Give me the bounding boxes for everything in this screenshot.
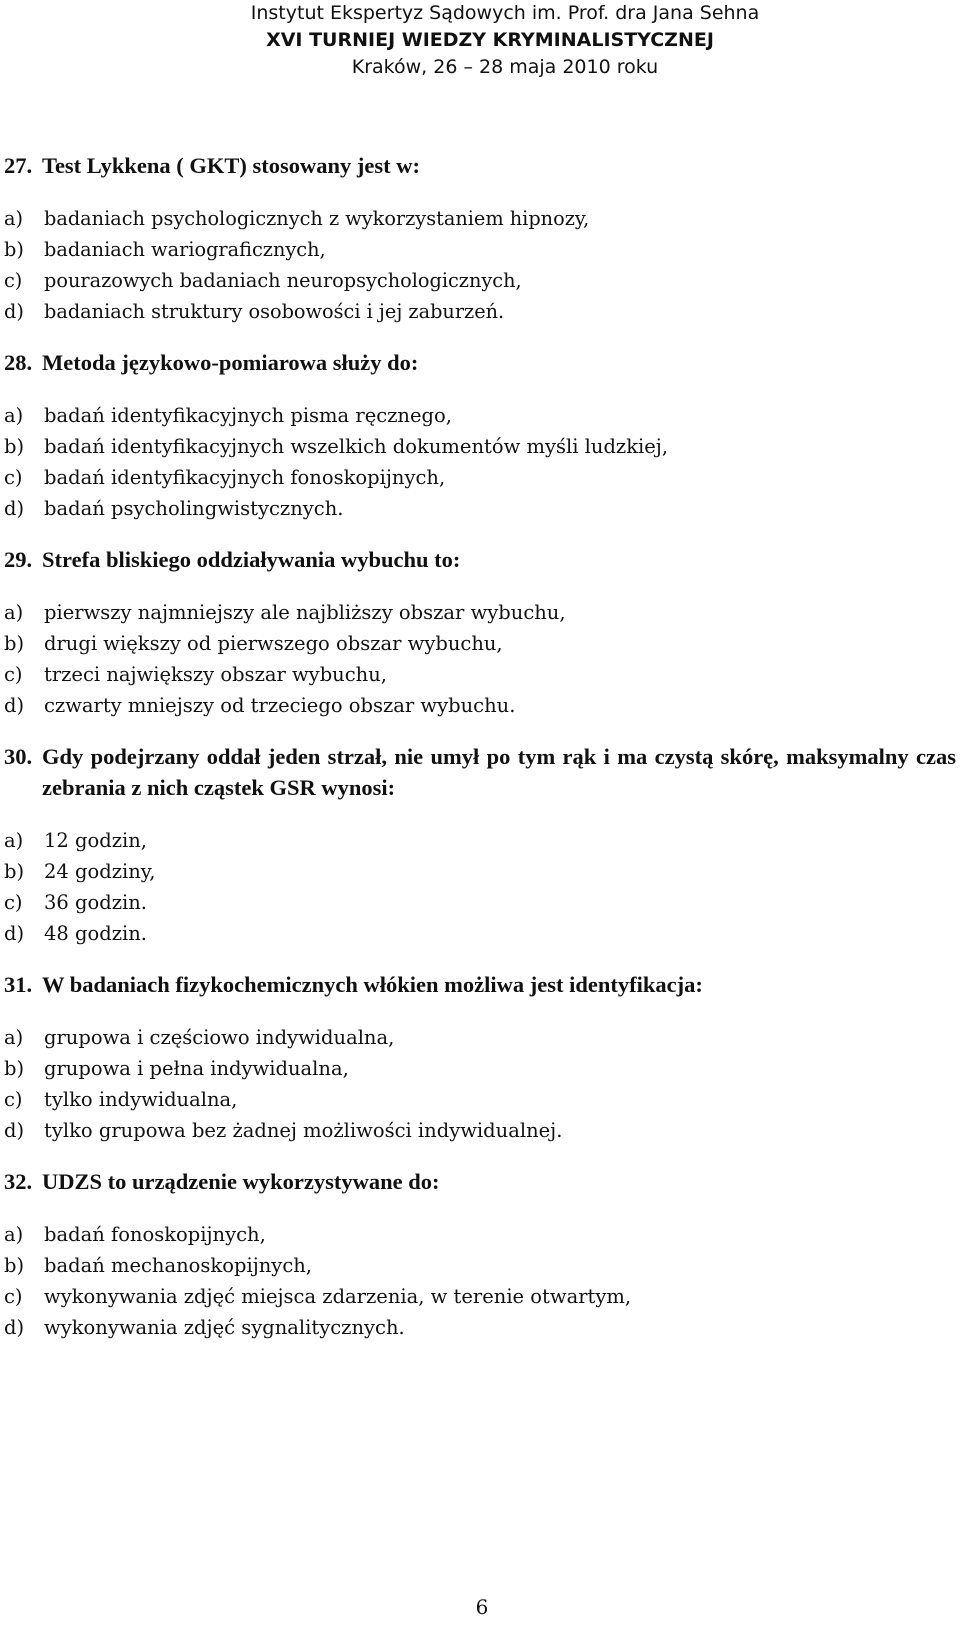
answer-item <box>4 1115 956 1146</box>
answer-text: tylko grupowa bez żadnej możliwości indywidualnej. <box>44 1119 563 1142</box>
answer-text: pourazowych badaniach neuropsychologicznych, <box>44 269 522 292</box>
answer-item <box>4 856 956 887</box>
answer-letter: c) <box>4 891 23 914</box>
answer-item <box>4 234 956 265</box>
answer-text: 24 godziny, <box>44 860 156 883</box>
answer-list <box>4 1219 956 1343</box>
answer-letter: d) <box>4 300 24 323</box>
answer-item <box>4 493 956 524</box>
answer-text: badań mechanoskopijnych, <box>44 1254 312 1277</box>
answer-text: 48 godzin. <box>44 922 147 945</box>
answer-letter: c) <box>4 663 23 686</box>
answer-letter: d) <box>4 1119 25 1142</box>
answer-text: badaniach struktury osobowości i jej zaburzeń. <box>44 300 505 323</box>
question-number: 32. <box>4 1169 33 1194</box>
answer-item <box>4 690 956 721</box>
question-32 <box>4 1166 956 1343</box>
answer-item <box>4 431 956 462</box>
answer-list <box>4 203 956 327</box>
answer-letter: a) <box>4 829 24 852</box>
answer-text: wykonywania zdjęć miejsca zdarzenia, w terenie otwartym, <box>44 1285 632 1308</box>
answer-text: grupowa i częściowo indywidualna, <box>44 1026 395 1049</box>
question-29 <box>4 544 956 721</box>
answer-letter: a) <box>4 601 24 624</box>
question-text: Gdy podejrzany oddał jeden strzał, nie umył po tym rąk i ma czystą skórę, maksymalny czas zebrania z nich cząstek GSR wynosi: <box>42 744 956 800</box>
answer-item <box>4 296 956 327</box>
question-30 <box>4 741 956 949</box>
answer-item <box>4 825 956 856</box>
answer-item <box>4 1053 956 1084</box>
answer-letter: b) <box>4 632 25 655</box>
answer-text: badań psycholingwistycznych. <box>44 497 344 520</box>
question-28 <box>4 347 956 524</box>
answer-text: drugi większy od pierwszego obszar wybuchu, <box>44 632 503 655</box>
answer-text: badań identyfikacyjnych wszelkich dokumentów myśli ludzkiej, <box>44 435 669 458</box>
answer-letter: a) <box>4 1026 24 1049</box>
question-text: W badaniach fizykochemicznych włókien możliwa jest identyfikacja: <box>42 972 703 997</box>
question-title <box>4 347 956 378</box>
question-text: UDZS to urządzenie wykorzystywane do: <box>42 1169 440 1194</box>
answer-letter: d) <box>4 922 25 945</box>
answer-item <box>4 1219 956 1250</box>
answer-letter: c) <box>4 269 23 292</box>
header-event-title: XVI TURNIEJ WIEDZY KRYMINALISTYCZNEJ <box>266 29 714 51</box>
answer-item <box>4 1084 956 1115</box>
page-header <box>0 0 960 81</box>
answer-text: badaniach wariograficznych, <box>44 238 326 261</box>
answer-text: 36 godzin. <box>44 891 147 914</box>
questions-container <box>4 150 956 1343</box>
answer-item <box>4 1281 956 1312</box>
answer-item <box>4 659 956 690</box>
answer-text: badań fonoskopijnych, <box>44 1223 266 1246</box>
answer-letter: a) <box>4 404 24 427</box>
answer-text: badań identyfikacyjnych fonoskopijnych, <box>44 466 446 489</box>
question-text: Test Lykkena ( GKT) stosowany jest w: <box>42 153 420 178</box>
answer-item <box>4 1250 956 1281</box>
answer-text: czwarty mniejszy od trzeciego obszar wybuchu. <box>44 694 516 717</box>
answer-text: wykonywania zdjęć sygnalitycznych. <box>44 1316 405 1339</box>
answer-item <box>4 462 956 493</box>
answer-letter: b) <box>4 1057 25 1080</box>
answer-letter: c) <box>4 1088 23 1111</box>
question-number: 29. <box>4 547 33 572</box>
answer-item <box>4 887 956 918</box>
answer-item <box>4 1022 956 1053</box>
answer-item <box>4 628 956 659</box>
answer-letter: d) <box>4 694 25 717</box>
question-title <box>4 544 956 575</box>
question-number: 30. <box>4 744 33 769</box>
answer-text: grupowa i pełna indywidualna, <box>44 1057 349 1080</box>
answer-letter: a) <box>4 1223 24 1246</box>
answer-letter: c) <box>4 1285 23 1308</box>
answer-letter: d) <box>4 497 25 520</box>
question-title <box>4 150 956 181</box>
question-31 <box>4 969 956 1146</box>
answer-list <box>4 825 956 949</box>
answer-item <box>4 400 956 431</box>
answer-text: 12 godzin, <box>44 829 147 852</box>
answer-list <box>4 400 956 524</box>
answer-text: tylko indywidualna, <box>44 1088 238 1111</box>
answer-letter: b) <box>4 1254 25 1277</box>
question-title <box>4 741 956 803</box>
answer-text: trzeci największy obszar wybuchu, <box>44 663 387 686</box>
question-number: 27. <box>4 153 33 178</box>
question-text: Metoda językowo-pomiarowa służy do: <box>42 350 419 375</box>
answer-text: badań identyfikacyjnych pisma ręcznego, <box>44 404 452 427</box>
answer-letter: d) <box>4 1316 25 1339</box>
answer-letter: b) <box>4 860 25 883</box>
answer-item <box>4 918 956 949</box>
header-institute: Instytut Ekspertyz Sądowych im. Prof. dra Jana Sehna <box>250 2 760 24</box>
question-title <box>4 969 956 1000</box>
answer-text: badaniach psychologicznych z wykorzystaniem hipnozy, <box>44 207 590 230</box>
answer-list <box>4 1022 956 1146</box>
answer-item <box>4 597 956 628</box>
header-place-date: Kraków, 26 – 28 maja 2010 roku <box>351 56 659 78</box>
answer-item <box>4 1312 956 1343</box>
answer-letter: b) <box>4 435 25 458</box>
question-number: 28. <box>4 350 33 375</box>
answer-letter: a) <box>4 207 24 230</box>
answer-list <box>4 597 956 721</box>
answer-letter: c) <box>4 466 23 489</box>
question-27 <box>4 150 956 327</box>
question-number: 31. <box>4 972 33 997</box>
answer-item <box>4 265 956 296</box>
page-number: 6 <box>475 1595 489 1619</box>
answer-item <box>4 203 956 234</box>
answer-text: pierwszy najmniejszy ale najbliższy obszar wybuchu, <box>44 601 566 624</box>
question-title <box>4 1166 956 1197</box>
question-text: Strefa bliskiego oddziaływania wybuchu to: <box>42 547 461 572</box>
answer-letter: b) <box>4 238 24 261</box>
